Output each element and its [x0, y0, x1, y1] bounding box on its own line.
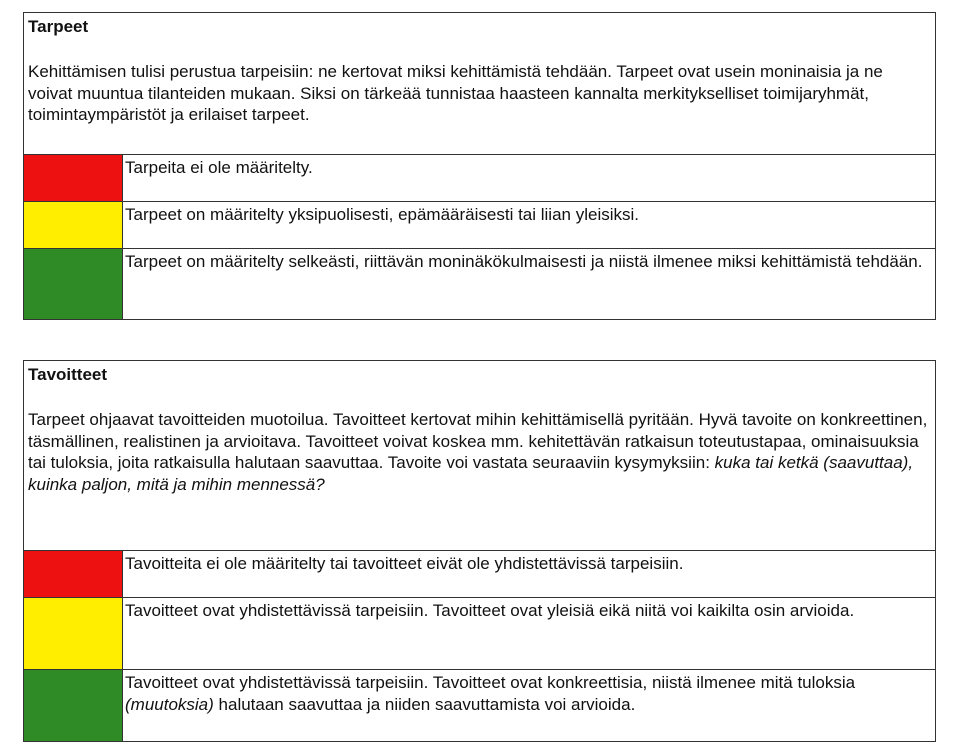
yellow-swatch — [24, 598, 123, 669]
tavoitteet-description — [28, 409, 931, 495]
tavoitteet-title: Tavoitteet — [28, 365, 108, 384]
tavoitteet-level-yellow — [24, 598, 935, 670]
tavoitteet-level-red — [24, 551, 935, 598]
tarpeet-description: Kehittämisen tulisi perustua tarpeisiin: ne kertovat miksi kehittämistä tehdään. Tarpeet ovat usein moninaisia ja ne voivat muuntua tilanteiden mukaan. Siksi on tärkeää tunnistaa haasteen kannalta merkitykselliset toimijaryhmät, toimintaympäristöt ja erilaiset tarpeet. — [28, 62, 883, 124]
tarpeet-level-red-text: Tarpeita ei ole määritelty. — [125, 158, 313, 177]
green-swatch — [24, 249, 123, 319]
tavoitteet-level-red-text: Tavoitteita ei ole määritelty tai tavoitteet eivät ole yhdistettävissä tarpeisiin. — [125, 554, 684, 573]
tarpeet-level-yellow — [24, 202, 935, 249]
tarpeet-level-red — [24, 155, 935, 202]
tavoitteet-level-green-text-after: halutaan saavuttaa ja niiden saavuttamista voi arvioida. — [213, 694, 636, 714]
red-swatch — [24, 551, 123, 597]
tavoitteet-level-green — [24, 670, 935, 741]
tavoitteet-level-green-text-before: Tavoitteet ovat yhdistettävissä tarpeisiin. Tavoitteet ovat konkreettisia, niistä ilmenee mitä tuloksia — [125, 673, 856, 692]
tavoitteet-level-yellow-text: Tavoitteet ovat yhdistettävissä tarpeisiin. Tavoitteet ovat yleisiä eikä niitä voi kaikilta osin arvioida. — [125, 601, 855, 620]
tavoitteet-level-green-text-italic: (muutoksia) — [125, 694, 214, 714]
tavoitteet-level-green-text — [123, 670, 935, 741]
tarpeet-intro — [24, 13, 935, 155]
tavoitteet-table — [23, 360, 936, 742]
tavoitteet-intro — [24, 361, 935, 551]
tarpeet-table — [23, 12, 936, 320]
tarpeet-level-yellow-text: Tarpeet on määritelty yksipuolisesti, epämääräisesti tai liian yleisiksi. — [125, 205, 639, 224]
tavoitteet-description-text: Tarpeet ohjaavat tavoitteiden muotoilua. Tavoitteet kertovat mihin kehittämisellä pyritään. Hyvä tavoite on konkreettinen, täsmällinen, realistinen ja arvioitava. Tavoitteet voivat koskea mm. kehitettävän ratkaisun toteutustapaa, ominaisuuksia tai tuloksia, joita ratkaisulla halutaan saavuttaa. Tavoite voi vastata seuraaviin kysymyksiin: — [28, 410, 928, 472]
green-swatch — [24, 670, 123, 741]
tarpeet-level-green-text: Tarpeet on määritelty selkeästi, riittävän moninäkökulmaisesti ja niistä ilmenee miksi kehittämistä tehdään. — [125, 252, 923, 271]
tarpeet-level-green — [24, 249, 935, 319]
yellow-swatch — [24, 202, 123, 248]
tarpeet-title: Tarpeet — [28, 17, 89, 36]
tavoitteet-description-questions: kuka tai ketkä (saavuttaa), kuinka paljon, mitä ja mihin mennessä? — [28, 453, 914, 494]
red-swatch — [24, 155, 123, 201]
